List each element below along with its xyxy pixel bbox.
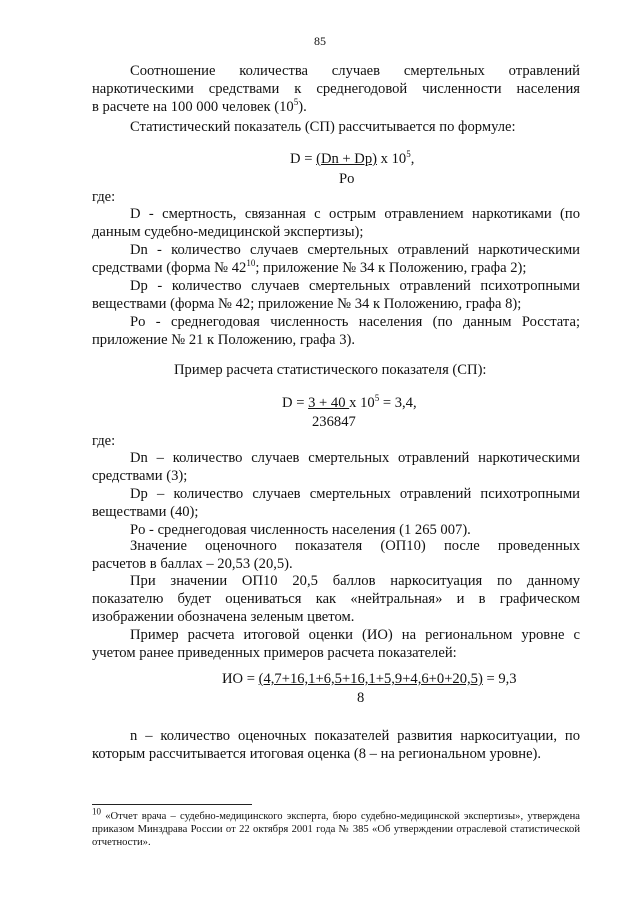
text-line: Значение оценочного показателя (ОП10) после проведенных: [130, 538, 580, 554]
def-po-2: Po - среднегодовая численность населения (1 265 007).: [130, 522, 471, 538]
def-dn-cont: средствами (форма № $42^{10}$; приложение № 34 к Положению, графа 2);: [92, 258, 527, 276]
text-line: n – количество оценочных показателей развития наркоситуации, по: [130, 728, 580, 744]
def-po-cont: приложение № 21 к Положению, графа 3).: [92, 332, 355, 348]
formula-d-denominator: Po: [339, 171, 355, 187]
text-line: наркотическими средствами к среднегодовой численности населения: [92, 81, 580, 97]
paragraph-io: [92, 626, 580, 662]
paragraph-op10: [92, 537, 580, 573]
footnote-text: «Отчет врача – судебно-медицинского эксперта, бюро судебно-медицинской экспертизы», утверждена приказом Минздрава России от 22 октября 2001 года № 385 «Об утверждении отраслевой статистической отчетности».: [92, 811, 580, 848]
text-line: При значении ОП10 20,5 баллов наркоситуация по данному: [130, 573, 580, 589]
def-po: Po - среднегодовая численность населения (по данным Росстата;: [130, 314, 580, 330]
formula-io-denominator: 8: [357, 690, 365, 706]
definitions-example: [92, 449, 580, 539]
text-line: расчетов в баллах – 20,53 (20,5).: [92, 556, 293, 572]
def-dp: Dp - количество случаев смертельных отравлений психотропными: [130, 278, 580, 294]
formula-example: D = 3 + 40 x $10^5 = 3,4$,: [282, 393, 417, 411]
paragraph-formula-intro: [92, 118, 580, 136]
text-line: учетом ранее приведенных примеров расчета показателей:: [92, 645, 457, 661]
paragraph-narkosituation: [92, 572, 580, 626]
page-number: 85: [314, 34, 326, 48]
text-line: в расчете на 100 000 человек $(10^5)$.: [92, 97, 307, 115]
label-where-2: где:: [92, 433, 116, 449]
def-dn-2: Dn – количество случаев смертельных отравлений наркотическими: [130, 450, 580, 466]
text-line: изображении обозначена зеленым цветом.: [92, 609, 355, 625]
def-dp-cont: веществами (форма № 42; приложение № 34 к Положению, графа 8);: [92, 296, 522, 312]
example-heading: Пример расчета статистического показателя (СП):: [174, 362, 487, 378]
paragraph-ratio: [92, 62, 580, 116]
text-line: Статистический показатель (СП) рассчитывается по формуле:: [130, 119, 516, 135]
footnote: [92, 806, 580, 849]
def-d: D - смертность, связанная с острым отравлением наркотиками (по: [130, 206, 580, 222]
text-line: показателю будет оцениваться как «нейтральная» и в графическом: [92, 591, 580, 607]
text-line: которым рассчитывается итоговая оценка (8 – на региональном уровне).: [92, 746, 542, 762]
definitions-list: [92, 205, 580, 349]
label-where: где:: [92, 189, 116, 205]
def-dp-2-cont: веществами (40);: [92, 504, 199, 520]
formula-io: ИО = (4,7+16,1+6,5+16,1+5,9+4,6+0+20,5) = 9,3: [222, 671, 517, 687]
def-dn: Dn - количество случаев смертельных отравлений наркотическими: [130, 242, 580, 258]
def-dp-2: Dp – количество случаев смертельных отравлений психотропными: [130, 486, 580, 502]
footnote-mark: 10: [92, 806, 101, 817]
formula-example-denominator: 236847: [312, 414, 356, 430]
formula-d: D = (Dn + Dp) x $10^5$,: [290, 149, 415, 167]
paragraph-n: [92, 727, 580, 763]
def-dn-2-cont: средствами (3);: [92, 468, 188, 484]
text-line: Пример расчета итоговой оценки (ИО) на региональном уровне с: [130, 627, 580, 643]
footnote-divider: [92, 804, 252, 805]
def-d-cont: данным судебно-медицинской экспертизы);: [92, 224, 364, 240]
text-line: Соотношение количества случаев смертельных отравлений: [130, 63, 580, 79]
